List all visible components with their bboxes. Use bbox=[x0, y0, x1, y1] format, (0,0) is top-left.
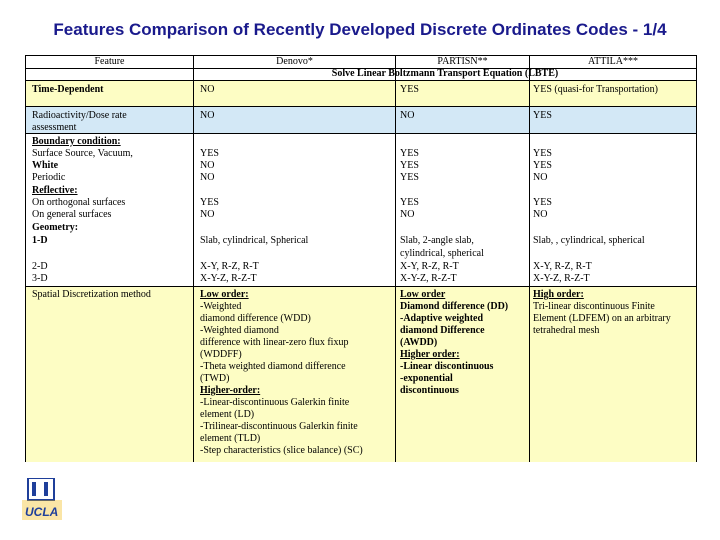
denovo-spatial-line: element (TLD) bbox=[200, 433, 261, 444]
header-attila: ATTILA*** bbox=[588, 56, 638, 67]
logo-text: UCLA bbox=[25, 505, 59, 519]
row-divider bbox=[26, 133, 696, 134]
denovo-geometry-2d: X-Y, R-Z, R-T bbox=[200, 261, 259, 272]
partisn-time: YES bbox=[400, 84, 419, 95]
attila-geometry-1d: Slab, , cylindrical, spherical bbox=[533, 235, 645, 246]
row-divider bbox=[26, 286, 696, 287]
partisn-spatial-line: -Linear discontinuous bbox=[400, 361, 494, 372]
feature-geometry-3d: 3-D bbox=[32, 273, 48, 284]
denovo-spatial-line: element (LD) bbox=[200, 409, 255, 420]
denovo-spatial-line: -Linear-discontinuous Galerkin finite bbox=[200, 397, 350, 408]
denovo-spatial-line: -Weighted bbox=[200, 301, 242, 312]
feature-geometry-1d: 1-D bbox=[32, 235, 48, 246]
denovo-spatial-line: (TWD) bbox=[200, 373, 230, 384]
slide-title: Features Comparison of Recently Developed Discrete Ordinates Codes - 1/4 bbox=[53, 20, 667, 39]
attila-radio: YES bbox=[533, 110, 552, 121]
header-denovo: Denovo* bbox=[276, 56, 313, 67]
row-divider bbox=[26, 106, 696, 107]
partisn-geometry-2d: X-Y, R-Z, R-T bbox=[400, 261, 459, 272]
partisn-spatial-line: diamond Difference bbox=[400, 325, 485, 336]
feature-boundary-reflective: Reflective: bbox=[32, 185, 78, 196]
partisn-boundary-periodic: YES bbox=[400, 172, 419, 183]
denovo-boundary-white: NO bbox=[200, 160, 215, 171]
attila-geometry-3d: X-Y-Z, R-Z-T bbox=[533, 273, 590, 284]
denovo-spatial-line: -Weighted diamond bbox=[200, 325, 279, 336]
partisn-spatial-high-heading: Higher order: bbox=[400, 349, 460, 360]
feature-boundary-surface: Surface Source, Vacuum, bbox=[32, 148, 133, 159]
attila-geometry-2d: X-Y, R-Z, R-T bbox=[533, 261, 592, 272]
denovo-time: NO bbox=[200, 84, 215, 95]
denovo-spatial-line: -Trilinear-discontinuous Galerkin finite bbox=[200, 421, 358, 432]
denovo-spatial-line: -Step characteristics (slice balance) (SC) bbox=[200, 445, 363, 456]
attila-spatial-line: Element (LDFEM) on an arbitrary bbox=[533, 313, 671, 324]
partisn-geometry-3d: X-Y-Z, R-Z-T bbox=[400, 273, 457, 284]
denovo-spatial-high-heading: Higher-order: bbox=[200, 385, 261, 396]
denovo-boundary-orthogonal: YES bbox=[200, 197, 219, 208]
feature-boundary-orthogonal: On orthogonal surfaces bbox=[32, 197, 126, 208]
partisn-boundary-surface: YES bbox=[400, 148, 419, 159]
col-divider bbox=[193, 80, 194, 462]
attila-spatial-high-heading: High order: bbox=[533, 289, 584, 300]
partisn-geometry-1d-line2: cylindrical, spherical bbox=[400, 248, 484, 259]
feature-boundary-white: White bbox=[32, 160, 59, 171]
feature-geometry-2d: 2-D bbox=[32, 261, 48, 272]
partisn-radio: NO bbox=[400, 110, 415, 121]
denovo-spatial-line: difference with linear-zero flux fixup bbox=[200, 337, 349, 348]
feature-boundary-general: On general surfaces bbox=[32, 209, 112, 220]
partisn-boundary-orthogonal: YES bbox=[400, 197, 419, 208]
feature-radio-line2: assessment bbox=[32, 122, 77, 133]
feature-boundary-periodic: Periodic bbox=[32, 172, 66, 183]
attila-boundary-white: YES bbox=[533, 160, 552, 171]
partisn-boundary-white: YES bbox=[400, 160, 419, 171]
denovo-radio: NO bbox=[200, 110, 215, 121]
attila-spatial-line: tetrahedral mesh bbox=[533, 325, 600, 336]
partisn-spatial-line: Diamond difference (DD) bbox=[400, 301, 509, 312]
attila-time: YES (quasi-for Transportation) bbox=[533, 84, 658, 95]
header-feature: Feature bbox=[94, 56, 125, 67]
denovo-spatial-line: -Theta weighted diamond difference bbox=[200, 361, 346, 372]
denovo-boundary-general: NO bbox=[200, 209, 215, 220]
comparison-table bbox=[25, 55, 697, 462]
attila-spatial-line: Tri-linear discontinuous Finite bbox=[533, 301, 655, 312]
partisn-spatial-low-heading: Low order bbox=[400, 289, 446, 300]
partisn-spatial-line: -exponential bbox=[400, 373, 453, 384]
denovo-spatial-low-heading: Low order: bbox=[200, 289, 249, 300]
col-divider bbox=[395, 80, 396, 462]
feature-radio-line1: Radioactivity/Dose rate bbox=[32, 110, 127, 121]
denovo-spatial-line: (WDDFF) bbox=[200, 349, 242, 360]
col-divider bbox=[529, 80, 530, 462]
ucla-logo bbox=[22, 478, 62, 520]
partisn-spatial-line: discontinuous bbox=[400, 385, 459, 396]
attila-boundary-orthogonal: YES bbox=[533, 197, 552, 208]
attila-boundary-general: NO bbox=[533, 209, 548, 220]
denovo-spatial-line: diamond difference (WDD) bbox=[200, 313, 311, 324]
denovo-geometry-3d: X-Y-Z, R-Z-T bbox=[200, 273, 257, 284]
partisn-boundary-general: NO bbox=[400, 209, 415, 220]
feature-boundary-heading: Boundary condition: bbox=[32, 136, 121, 147]
attila-boundary-periodic: NO bbox=[533, 172, 548, 183]
denovo-geometry-1d: Slab, cylindrical, Spherical bbox=[200, 235, 309, 246]
feature-time: Time-Dependent bbox=[32, 84, 104, 95]
attila-boundary-surface: YES bbox=[533, 148, 552, 159]
span-row: Solve Linear Boltzmann Transport Equation (LBTE) bbox=[331, 68, 559, 79]
denovo-boundary-periodic: NO bbox=[200, 172, 215, 183]
denovo-boundary-surface: YES bbox=[200, 148, 219, 159]
header-partisn: PARTISN** bbox=[437, 56, 488, 67]
partisn-spatial-line: (AWDD) bbox=[400, 337, 438, 348]
partisn-spatial-line: -Adaptive weighted bbox=[400, 313, 484, 324]
feature-spatial: Spatial Discretization method bbox=[32, 289, 151, 300]
feature-geometry-heading: Geometry: bbox=[32, 222, 79, 233]
partisn-geometry-1d-line1: Slab, 2-angle slab, bbox=[400, 235, 474, 246]
